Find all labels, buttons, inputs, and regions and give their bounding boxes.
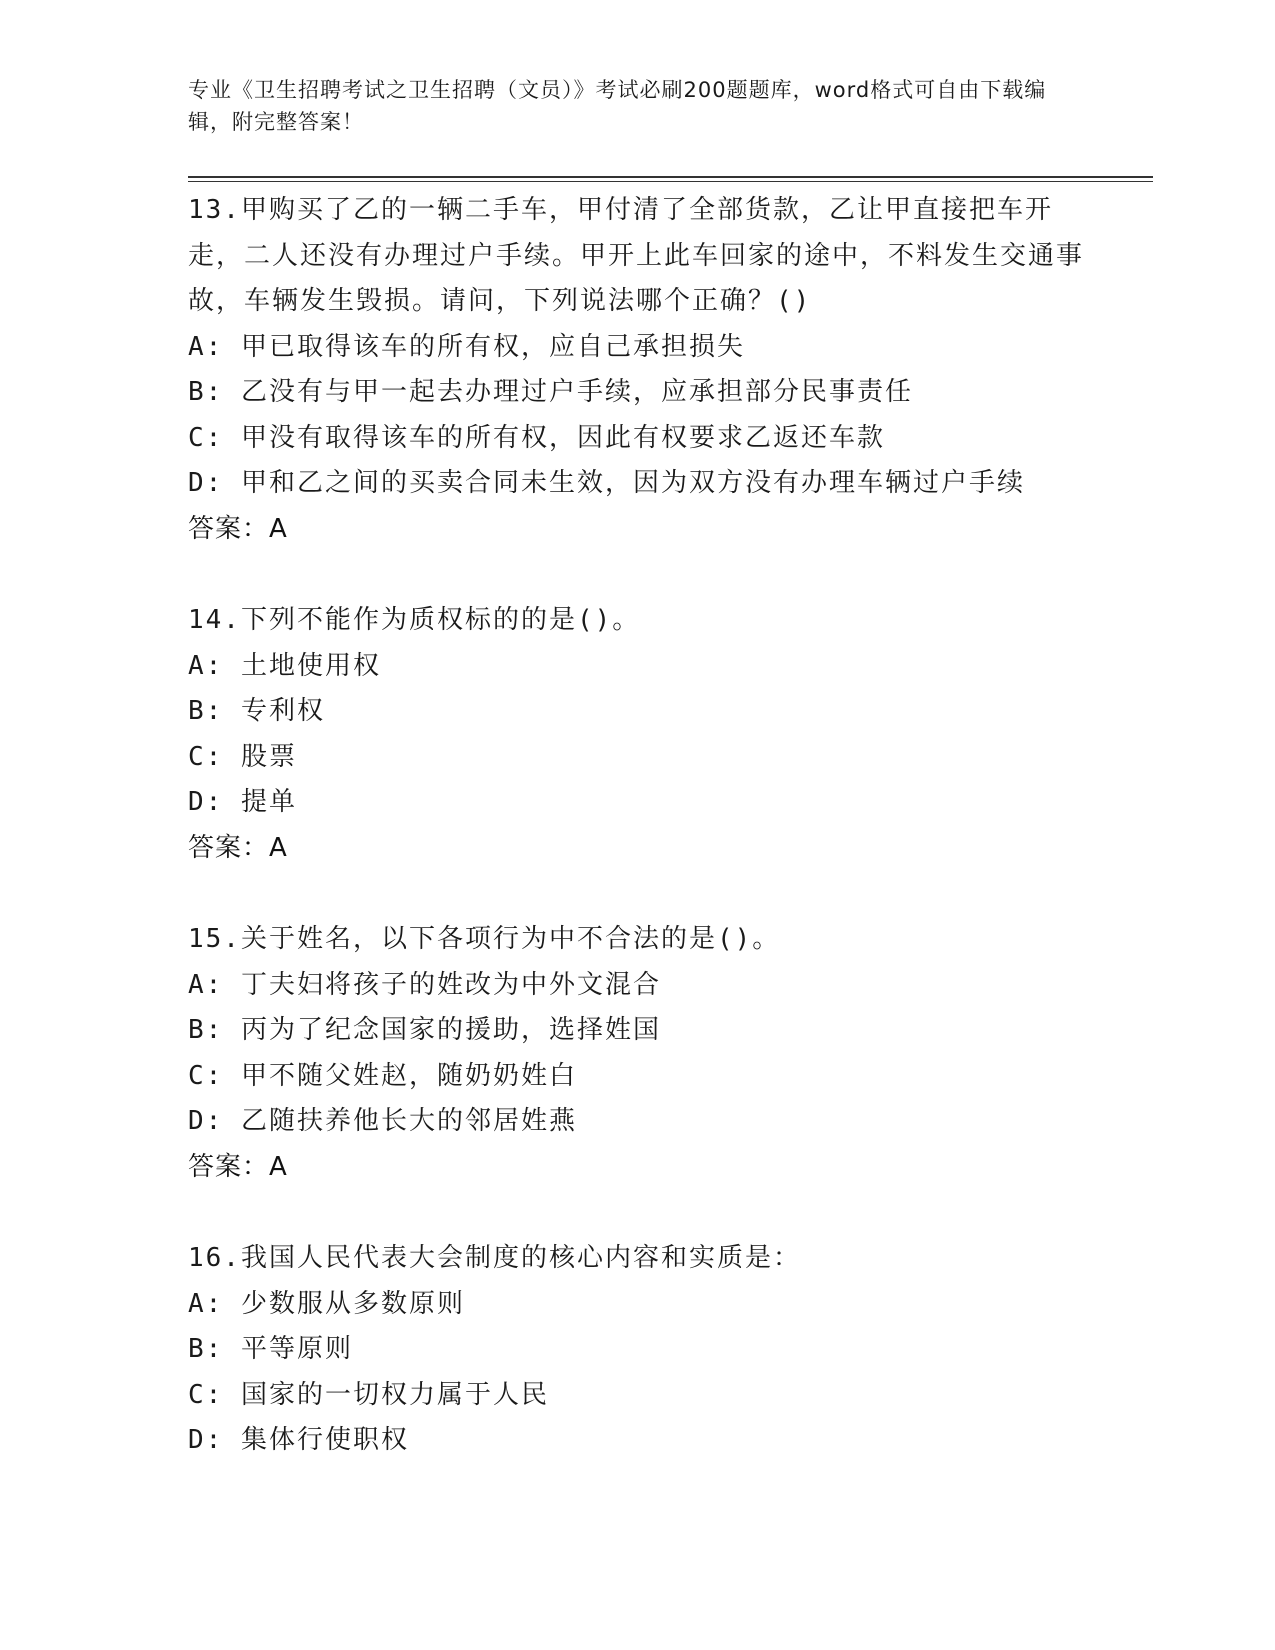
option-a: A: 甲已取得该车的所有权，应自己承担损失 xyxy=(188,331,745,362)
question-16 xyxy=(188,1236,1088,1464)
question-15 xyxy=(188,917,1088,1190)
option-d: D: 集体行使职权 xyxy=(188,1425,409,1455)
answer-line xyxy=(188,826,1088,872)
option-b: B: 平等原则 xyxy=(188,1334,353,1364)
question-13 xyxy=(188,188,1088,552)
answer-value: A xyxy=(269,832,288,863)
answer-value: A xyxy=(269,513,288,544)
answer-line xyxy=(188,507,1088,553)
question-stem: 14.下列不能作为质权标的的是()。 xyxy=(188,605,641,635)
question-stem: 16.我国人民代表大会制度的核心内容和实质是： xyxy=(188,1243,801,1273)
question-stem: 15.关于姓名，以下各项行为中不合法的是()。 xyxy=(188,924,781,954)
document-intro: 专业《卫生招聘考试之卫生招聘（文员）》考试必刷200题题库，word格式可自由下载编辑，附完整答案！ xyxy=(188,78,1047,134)
option-b: B: 丙为了纪念国家的援助，选择姓国 xyxy=(188,1015,661,1045)
option-c: C: 股票 xyxy=(188,741,297,772)
question-list xyxy=(188,188,1088,1510)
header-divider-thick xyxy=(188,176,1153,178)
option-d: D: 甲和乙之间的买卖合同未生效，因为双方没有办理车辆过户手续 xyxy=(188,468,1025,498)
answer-label: 答案： xyxy=(188,832,270,863)
option-a: A: 丁夫妇将孩子的姓改为中外文混合 xyxy=(188,969,661,1000)
answer-label: 答案： xyxy=(188,513,270,544)
option-a: A: 土地使用权 xyxy=(188,650,381,681)
answer-label: 答案： xyxy=(188,1151,270,1182)
answer-line xyxy=(188,1145,1088,1191)
question-14 xyxy=(188,598,1088,871)
option-c: C: 甲没有取得该车的所有权，因此有权要求乙返还车款 xyxy=(188,422,885,453)
option-b: B: 专利权 xyxy=(188,696,325,726)
option-b: B: 乙没有与甲一起去办理过户手续，应承担部分民事责任 xyxy=(188,377,913,407)
option-c: C: 甲不随父姓赵，随奶奶姓白 xyxy=(188,1060,577,1091)
option-d: D: 乙随扶养他长大的邻居姓燕 xyxy=(188,1106,577,1136)
header-divider-thin xyxy=(188,181,1153,182)
option-c: C: 国家的一切权力属于人民 xyxy=(188,1379,549,1410)
question-stem: 13.甲购买了乙的一辆二手车，甲付清了全部货款，乙让甲直接把车开走，二人还没有办理过户手续。甲开上此车回家的途中，不料发生交通事故，车辆发生毁损。请问，下列说法哪个正确？() xyxy=(188,195,1085,316)
option-a: A: 少数服从多数原则 xyxy=(188,1288,465,1319)
option-d: D: 提单 xyxy=(188,787,297,817)
answer-value: A xyxy=(269,1151,288,1182)
